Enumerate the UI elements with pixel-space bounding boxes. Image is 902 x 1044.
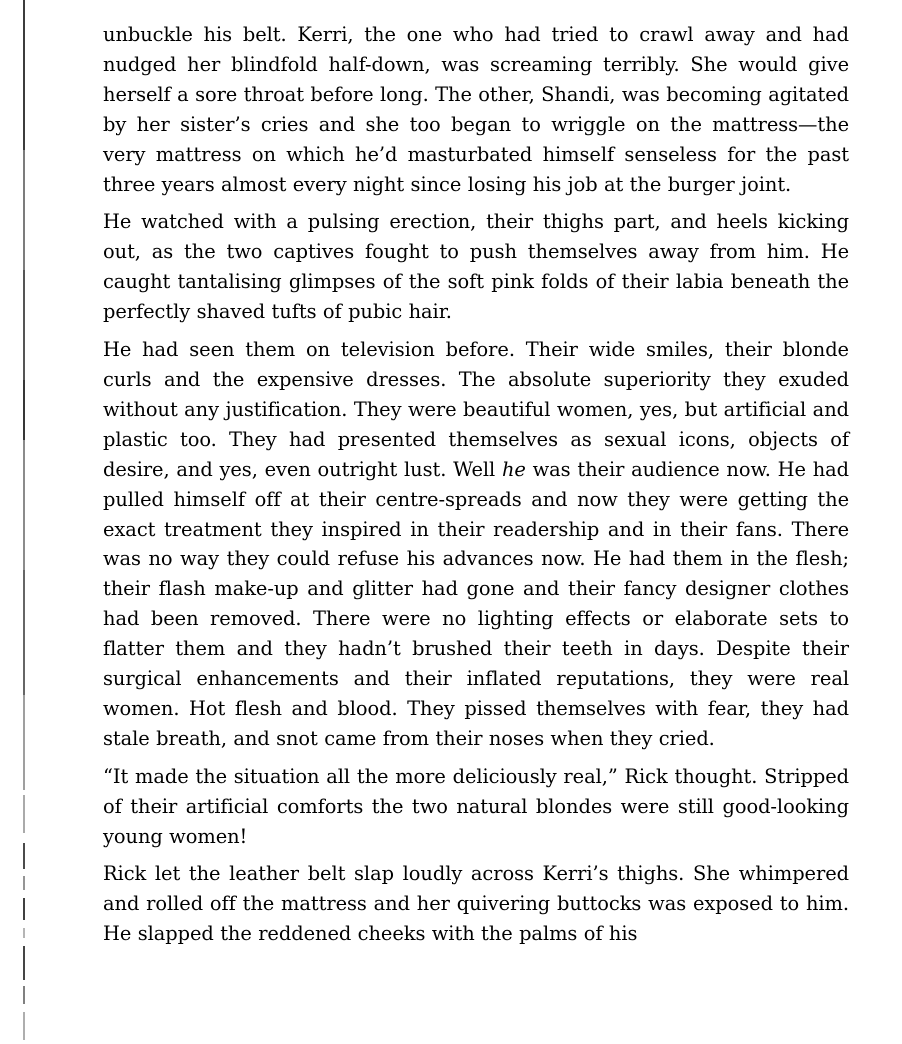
scan-artifact-segment [23,1012,25,1040]
scan-artifact-line [23,0,25,1044]
scan-artifact-segment [23,0,25,150]
scan-artifact-segment [23,986,25,1004]
scan-artifact-segment [23,150,25,270]
scan-artifact-segment [23,795,25,833]
body-paragraph: unbuckle his belt. Kerri, the one who had tried to crawl away and had nudged her blindfold half-down, was screaming terribly. She would give herself a sore throat before long. The other, Shandi, was becoming agitated by her sister’s cries and she too began to wriggle on the mattress—the very mattress on which he’d masturbated himself senseless for the past three years almost every night since losing his job at the burger joint. [103,23,849,196]
body-paragraph: Rick let the leather belt slap loudly across Kerri’s thighs. She whimpered and rolled off the mattress and her quivering buttocks was exposed to him. He slapped the reddened cheeks with the palms of his [103,862,849,946]
scan-artifact-segment [23,440,25,570]
scan-artifact-segment [23,928,25,938]
body-paragraph: He had seen them on television before. Their wide smiles, their blonde curls and the expensive dresses. The absolute superiority they exuded without any justification. They were beautiful women, yes, but artificial and plastic too. They had presented themselves as sexual icons, objects of desire, and yes, even outright lust. Well he was their audience now. He had pulled himself off at their centre-spreads and now they were getting the exact treatment they inspired in their readership and in their fans. There was no way they could refuse his advances now. He had them in the flesh; their flash make-up and glitter had gone and their fancy designer clothes had been removed. There were no lighting effects or elaborate sets to flatter them and they hadn’t brushed their teeth in days. Despite their surgical enhancements and their inflated reputations, they were real women. Hot flesh and blood. They pissed themselves with fear, they had stale breath, and snot came from their noses when they cried. [103,338,849,750]
body-paragraph: He watched with a pulsing erection, their thighs part, and heels kicking out, as the two captives fought to push themselves away from him. He caught tantalising glimpses of the soft pink folds of their labia beneath the perfectly shaved tufts of pubic hair. [103,210,849,324]
body-paragraph: “It made the situation all the more deliciously real,” Rick thought. Stripped of their artificial comforts the two natural blondes were still good-looking young women! [103,764,849,848]
scan-artifact-segment [23,946,25,980]
scan-artifact-segment [23,570,25,695]
scan-artifact-segment [23,898,25,920]
scan-artifact-segment [23,695,25,790]
scan-artifact-segment [23,270,25,380]
scan-artifact-segment [23,843,25,869]
emphasised-word: he [501,457,526,481]
scan-artifact-segment [23,380,25,440]
body-text-column [103,20,849,949]
scan-artifact-segment [23,876,25,890]
